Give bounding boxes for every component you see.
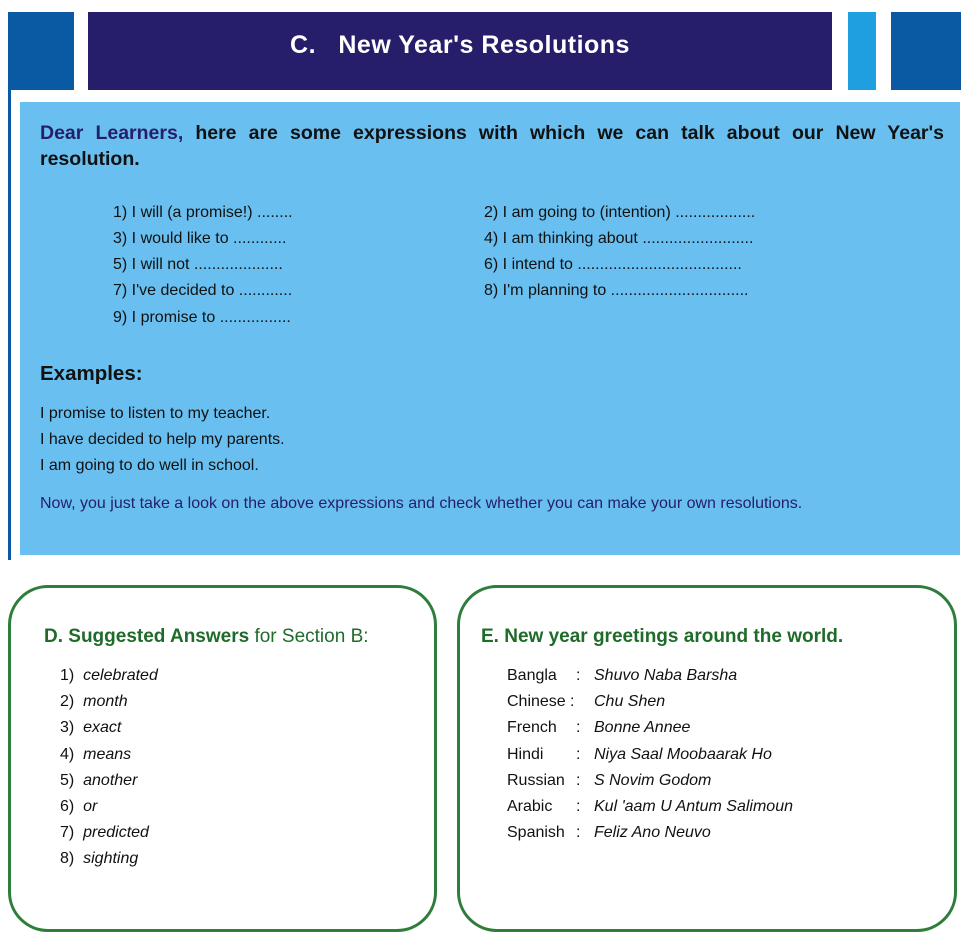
- expression-item: 9) I promise to ................: [113, 309, 291, 326]
- expression-item: 7) I've decided to ............: [113, 282, 293, 299]
- header-right-dark-block: [891, 12, 961, 90]
- answer-number: 2): [60, 693, 75, 710]
- answer-word: celebrated: [83, 667, 158, 684]
- section-c-title: C. New Year's Resolutions: [290, 31, 630, 59]
- answer-word: means: [83, 746, 132, 763]
- greeting-lang: Bangla: [507, 667, 557, 684]
- answer-number: 1): [60, 667, 75, 684]
- greeting-separator: :: [576, 667, 581, 684]
- greeting-separator: :: [576, 746, 581, 763]
- intro-text: here are some expressions with which we can talk about our New Year's resolution.: [40, 122, 944, 170]
- answer-number: 8): [60, 850, 75, 867]
- answer-word: exact: [83, 719, 122, 736]
- expression-item: 5) I will not ....................: [113, 256, 283, 273]
- answer-word: or: [83, 798, 98, 815]
- greeting-text: Chu Shen: [594, 693, 666, 710]
- section-d-title-bold: D. Suggested Answers: [44, 626, 250, 647]
- greeting-text: Feliz Ano Neuvo: [594, 824, 711, 841]
- answer-word: month: [83, 693, 128, 710]
- examples-heading: Examples:: [40, 362, 143, 385]
- greeting-text: Bonne Annee: [594, 719, 691, 736]
- greeting-lang: Spanish: [507, 824, 565, 841]
- greeting-text: Kul 'aam U Antum Salimoun: [594, 798, 793, 815]
- answer-number: 3): [60, 719, 75, 736]
- expression-item: 1) I will (a promise!) ........: [113, 204, 293, 221]
- expression-item: 6) I intend to .....................................: [484, 256, 742, 273]
- greeting-text: S Novim Godom: [594, 772, 712, 789]
- header-left-block: [8, 12, 74, 90]
- answer-item: [60, 692, 128, 712]
- greeting-separator: :: [570, 693, 575, 710]
- answer-number: 7): [60, 824, 75, 841]
- greeting-separator: :: [576, 772, 581, 789]
- expression-item: 8) I'm planning to ...............................: [484, 282, 749, 299]
- section-d-title: [44, 626, 369, 648]
- answer-word: another: [83, 772, 138, 789]
- answer-item: [60, 823, 149, 843]
- greeting-lang: French: [507, 719, 557, 736]
- greeting-separator: :: [576, 824, 581, 841]
- header-right-light-block: [848, 12, 876, 90]
- answer-word: sighting: [83, 850, 139, 867]
- example-line: I have decided to help my parents.: [40, 431, 285, 448]
- answer-item: [60, 797, 97, 817]
- greeting-text: Shuvo Naba Barsha: [594, 667, 738, 684]
- greeting-separator: :: [576, 719, 581, 736]
- greeting-lang: Hindi: [507, 746, 544, 763]
- section-e-title: E. New year greetings around the world.: [481, 626, 844, 647]
- intro-lead: Dear Learners,: [40, 122, 184, 144]
- example-line: I promise to listen to my teacher.: [40, 405, 271, 422]
- answer-item: [60, 745, 131, 765]
- answer-item: [60, 771, 137, 791]
- answer-number: 5): [60, 772, 75, 789]
- intro-paragraph: [40, 120, 944, 172]
- answer-word: predicted: [83, 824, 149, 841]
- answer-item: [60, 849, 138, 869]
- answer-item: [60, 718, 121, 738]
- answer-item: [60, 666, 158, 686]
- expression-item: 3) I would like to ............: [113, 230, 287, 247]
- greeting-text: Niya Saal Moobaarak Ho: [594, 746, 772, 763]
- left-border-line: [8, 90, 11, 560]
- section-d-title-rest: for Section B:: [249, 626, 369, 647]
- answer-number: 6): [60, 798, 75, 815]
- greeting-lang: Arabic: [507, 798, 553, 815]
- expression-item: 4) I am thinking about .........................: [484, 230, 754, 247]
- example-line: I am going to do well in school.: [40, 457, 259, 474]
- greeting-lang: Chinese: [507, 693, 566, 710]
- answer-number: 4): [60, 746, 75, 763]
- closing-instruction: Now, you just take a look on the above expressions and check whether you can make your own resolutions.: [40, 495, 803, 512]
- greeting-separator: :: [576, 798, 581, 815]
- greeting-lang: Russian: [507, 772, 565, 789]
- expression-item: 2) I am going to (intention) ..................: [484, 204, 756, 221]
